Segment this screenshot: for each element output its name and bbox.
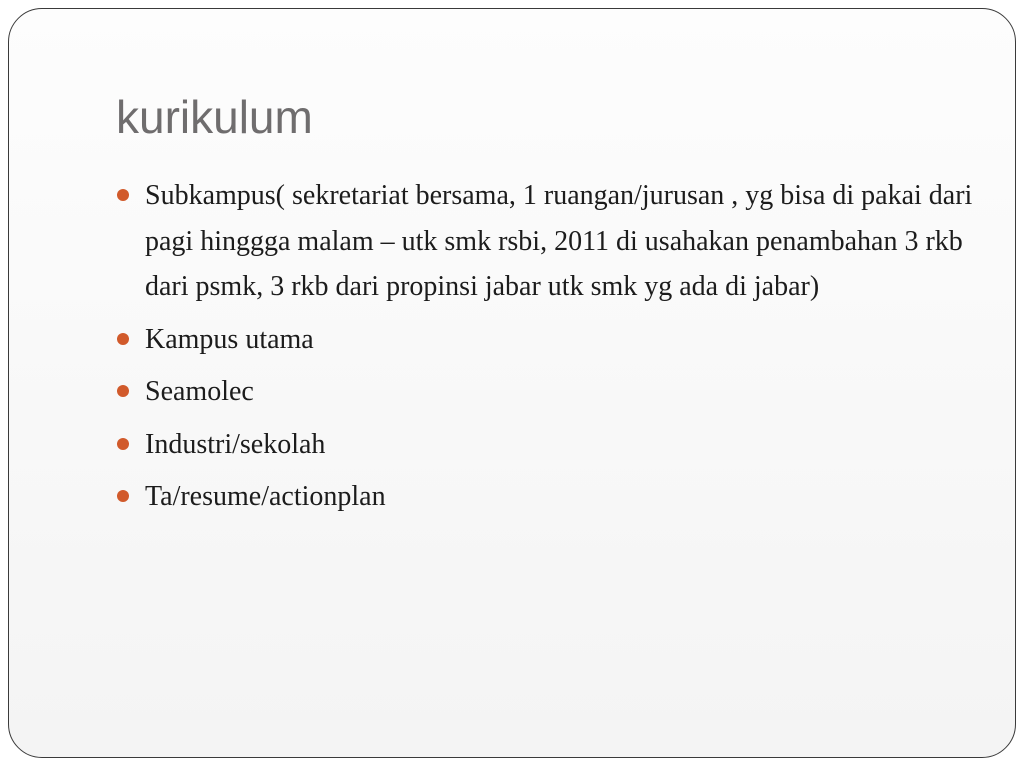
bullet-item [113, 317, 973, 363]
slide [8, 8, 1016, 758]
bullet-icon [117, 438, 129, 450]
bullet-icon [117, 189, 129, 201]
bullet-text: Ta/resume/actionplan [145, 481, 386, 512]
bullet-text: Industri/sekolah [145, 428, 326, 460]
bullet-item [113, 173, 973, 310]
bullet-item [113, 474, 973, 520]
bullet-icon [117, 490, 129, 502]
bullet-icon [117, 385, 129, 397]
bullet-item [113, 369, 973, 415]
bullet-item [113, 422, 973, 468]
bullet-icon [117, 333, 129, 345]
bullet-text: Subkampus( sekretariat bersama, 1 ruangan/jurusan , yg bisa di pakai dari pagi hinggga malam – utk smk rsbi, 2011 di usahakan penambahan 3 rkb dari psmk, 3 rkb dari propinsi jabar utk smk yg ada di jabar) [145, 180, 973, 302]
slide-title: kurikulum [116, 91, 313, 143]
bullet-list [113, 173, 973, 527]
bullet-text: Seamolec [145, 376, 254, 407]
bullet-text: Kampus utama [145, 323, 314, 355]
